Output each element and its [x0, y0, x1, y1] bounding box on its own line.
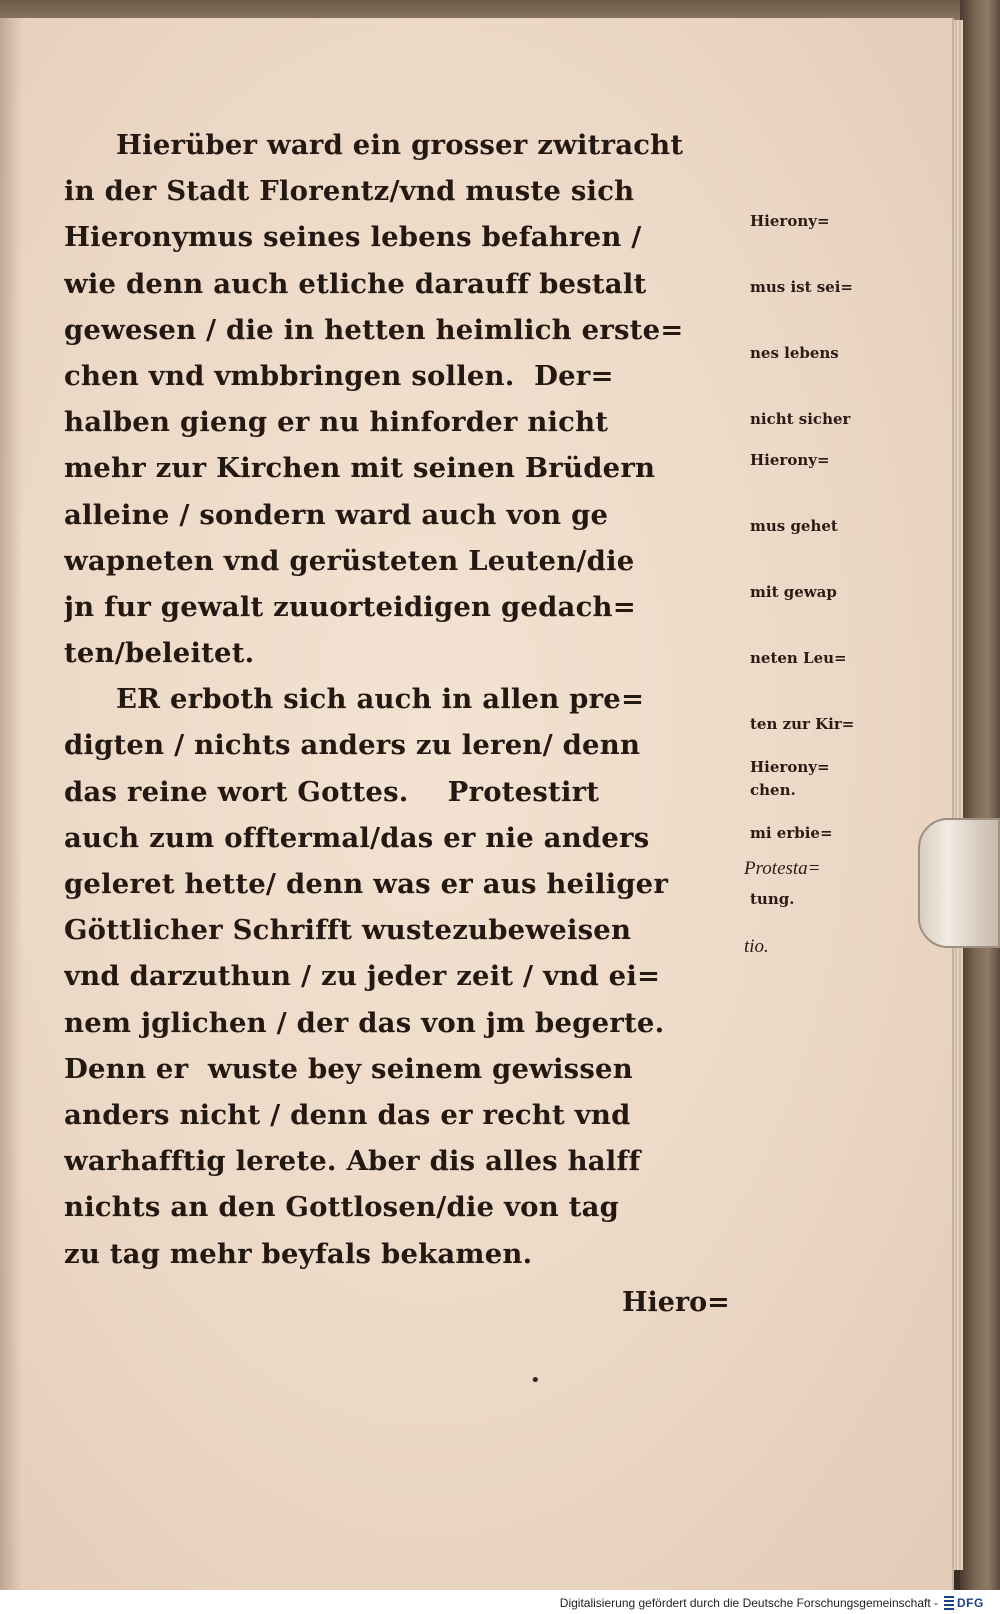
text-line: ten/beleitet. — [64, 637, 255, 670]
margin-note-line: Hierony= — [750, 212, 830, 230]
margin-note-line: nes lebens — [750, 344, 839, 362]
text-line: das reine wort Gottes. Protestirt — [64, 775, 600, 808]
text-line: mehr zur Kirchen mit seinen Brüdern — [64, 452, 656, 485]
dfg-logo — [944, 1595, 992, 1611]
text-line: digten / nichts anders zu leren/ denn — [64, 729, 641, 762]
footer-credit: Digitalisierung gefördert durch die Deutsche Forschungsgemeinschaft - — [559, 1596, 938, 1610]
main-text-block — [64, 122, 744, 1277]
text-line: jn fur gewalt zuuorteidigen gedach= — [64, 590, 636, 623]
text-line: ER erboth sich auch in allen pre= — [116, 683, 645, 716]
text-line: wie denn auch etliche darauff bestalt — [64, 267, 647, 300]
text-line: wapneten vnd gerüsteten Leuten/die — [64, 544, 635, 577]
margin-note-line: tung. — [750, 890, 795, 908]
dfg-logo-text: DFG — [957, 1596, 984, 1610]
footer-bar — [0, 1590, 1000, 1614]
book-cover-edge-right — [960, 0, 1000, 1614]
text-line: halben gieng er nu hinforder nicht — [64, 406, 609, 439]
margin-note-line: tio. — [744, 936, 769, 957]
margin-note-line: mus ist sei= — [750, 278, 853, 296]
text-line: alleine / sondern ward auch von ge — [64, 498, 609, 531]
dfg-logo-mark — [944, 1596, 954, 1610]
text-line: chen vnd vmbbringen sollen. Der= — [64, 359, 614, 392]
text-line: Hierüber ward ein grosser zwitracht — [116, 129, 684, 161]
signature-mark: • — [530, 1370, 541, 1391]
page-clip — [918, 818, 1000, 948]
text-line: Denn er wuste bey seinem gewissen — [64, 1052, 633, 1085]
catchword: Hiero= — [622, 1287, 730, 1318]
margin-note-line: ten zur Kir= — [750, 715, 855, 733]
text-line: Hieronymus seines lebens befahren / — [64, 221, 642, 254]
margin-note-line: neten Leu= — [750, 649, 847, 667]
text-line: in der Stadt Florentz/vnd muste sich — [64, 175, 635, 208]
margin-note-line: Hierony= — [750, 758, 830, 776]
margin-note-line: Hierony= — [750, 451, 830, 469]
text-line: Göttlicher Schrifft wustezubeweisen — [64, 914, 632, 947]
text-line: warhafftig lerete. Aber dis alles halff — [64, 1145, 641, 1178]
margin-note-line: mit gewap — [750, 583, 837, 601]
text-line: auch zum offtermal/das er nie anders — [64, 821, 650, 854]
gutter-shadow — [0, 18, 22, 1590]
margin-note-line: nicht sicher — [750, 410, 851, 428]
margin-note-line: mus gehet — [750, 517, 838, 535]
text-line: nem jglichen / der das von jm begerte. — [64, 1006, 665, 1039]
margin-note-4 — [744, 804, 864, 986]
text-line: vnd darzuthun / zu jeder zeit / vnd ei= — [64, 960, 661, 993]
text-line: anders nicht / denn das er recht vnd — [64, 1098, 631, 1131]
text-line: nichts an den Gottlosen/die von tag — [64, 1191, 620, 1224]
margin-note-line: chen. — [750, 781, 796, 799]
margin-note-line: Protesta= — [744, 858, 821, 879]
text-line: gewesen / die in hetten heimlich erste= — [64, 313, 684, 346]
text-line: geleret hette/ denn was er aus heiliger — [64, 868, 669, 900]
text-line: zu tag mehr beyfals bekamen. — [64, 1237, 533, 1270]
margin-note-line: mi erbie= — [750, 824, 833, 842]
